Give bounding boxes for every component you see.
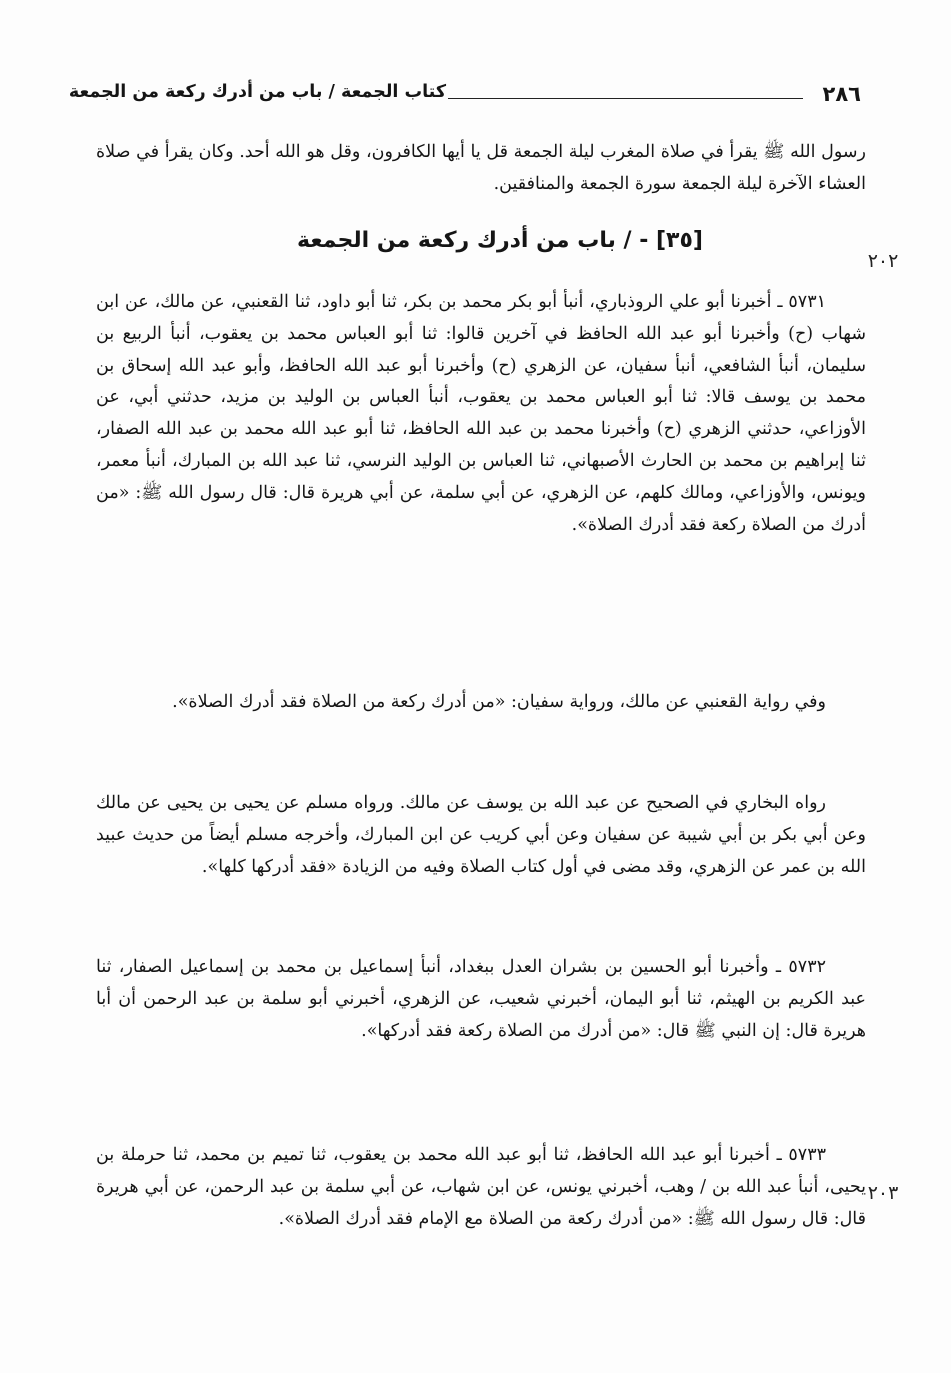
hadith-5733: ٥٧٣٣ ـ أخبرنا أبو عبد الله الحافظ، ثنا أبو عبد الله محمد بن يعقوب، ثنا تميم بن محمد، ثنا حرملة بن يحيى، أنبأ عبد الله بن / وهب، أخبرني يونس، عن ابن شهاب، عن أبي سلمة بن عبد الرحمن، عن أبي هريرة قال: قال رسول الله ﷺ: «من أدرك ركعة من الصلاة مع الإمام فقد أدرك الصلاة».	[96, 1145, 866, 1229]
header-rule	[448, 98, 803, 99]
margin-page-ref-2: ٢٠٣	[867, 1182, 899, 1204]
running-title: كتاب الجمعة / باب من أدرك ركعة من الجمعة	[68, 82, 446, 102]
intro-text: رسول الله ﷺ يقرأ في صلاة المغرب ليلة الجمعة قل يا أيها الكافرون، وقل هو الله أحد. وكان يقرأ في صلاة العشاء الآخرة ليلة الجمعة سورة الجمعة والمنافقين.	[96, 142, 866, 194]
running-header	[68, 80, 861, 114]
hadith-5732: ٥٧٣٢ ـ وأخبرنا أبو الحسين بن بشران العدل ببغداد، أنبأ إسماعيل بن محمد بن إسماعيل الصفار، ثنا عبد الكريم بن الهيثم، ثنا أبو اليمان، أخبرني شعيب، عن الزهري، أخبرني أبو سلمة بن عبد الرحمن أن أبا هريرة قال: إن النبي ﷺ قال: «من أدرك من الصلاة ركعة فقد أدركها».	[96, 957, 866, 1041]
margin-page-ref-1: ٢٠٢	[867, 250, 899, 272]
takhrij-note: رواه البخاري في الصحيح عن عبد الله بن يوسف عن مالك. ورواه مسلم عن يحيى بن يحيى عن مالك وعن أبي بكر بن أبي شيبة عن سفيان وعن أبي كريب عن ابن المبارك، وأخرجه مسلم أيضاً من حديث عبيد الله بن عمر عن الزهري، وقد مضى في أول كتاب الصلاة وفيه من الزيادة «فقد أدركها كلها».	[96, 793, 866, 877]
page-number: ٢٨٦	[822, 82, 861, 106]
chapter-heading: [٣٥] - / باب من أدرك ركعة من الجمعة	[297, 228, 703, 253]
hadith-5731: ٥٧٣١ ـ أخبرنا أبو علي الروذباري، أنبأ أبو بكر محمد بن بكر، ثنا أبو داود، ثنا القعنبي، عن مالك، عن ابن شهاب (ح) وأخبرنا أبو عبد الله الحافظ في آخرين قالوا: ثنا أبو العباس محمد بن يعقوب، أنبأ الربيع بن سليمان، أنبأ الشافعي، أنبأ سفيان، عن الزهري (ح) وأخبرنا أبو عبد الله الحافظ، وأبو عبد الله إسحاق بن محمد بن يوسف قالا: ثنا أبو العباس محمد بن يعقوب، أنبأ العباس بن الوليد بن مزيد، حدثني أبي، عن الأوزاعي، حدثني الزهري (ح) وأخبرنا محمد بن عبد الله الحافظ، ثنا أبو عبد الله محمد بن عبد الله الصفار، ثنا إبراهيم بن محمد بن الحارث الأصبهاني، ثنا العباس بن الوليد النرسي، ثنا عبد الله بن المبارك، أنبأ معمر، ويونس، والأوزاعي، ومالك كلهم، عن الزهري، عن أبي سلمة، عن أبي هريرة قال: قال رسول الله ﷺ: «من أدرك من الصلاة ركعة فقد أدرك الصلاة».	[96, 292, 866, 535]
variant-note: وفي رواية القعنبي عن مالك، ورواية سفيان: «من أدرك ركعة من الصلاة فقد أدرك الصلاة».	[172, 692, 826, 712]
